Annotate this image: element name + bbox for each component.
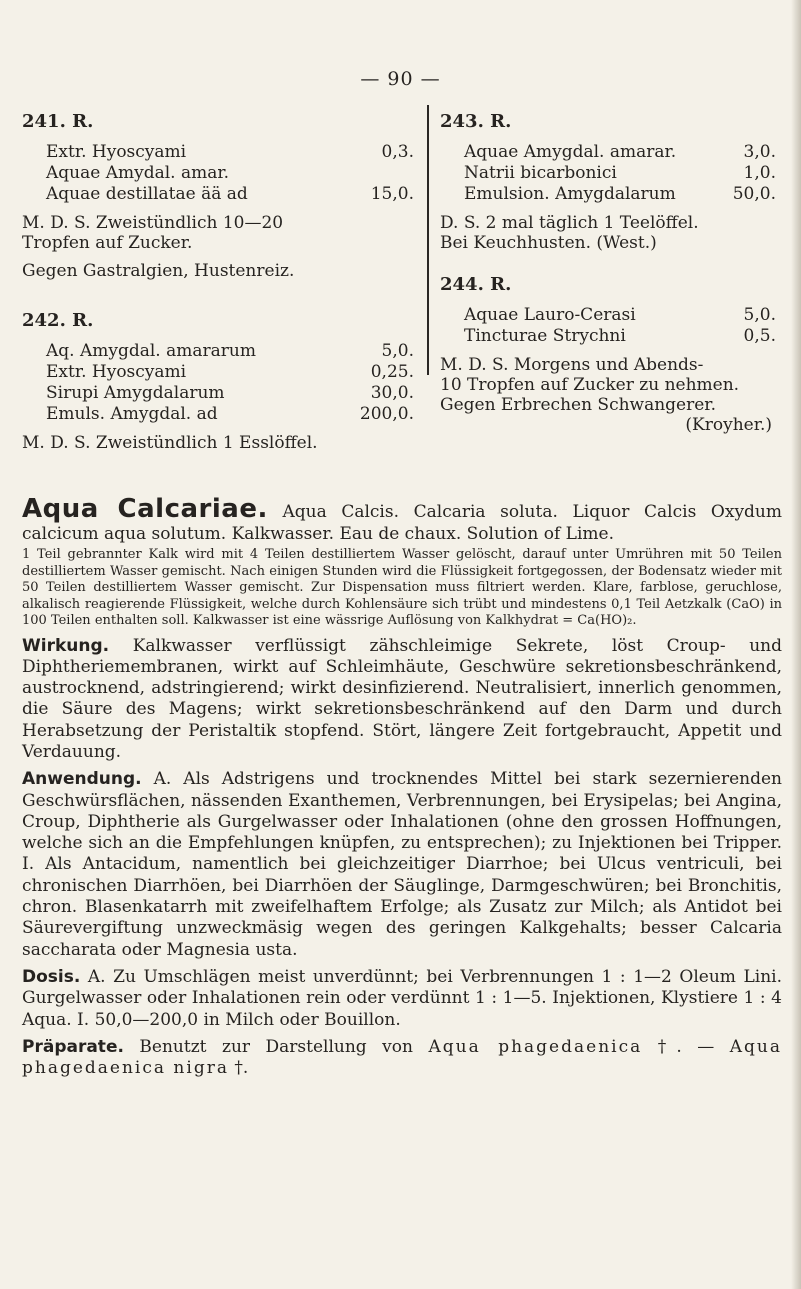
section-body: Kalkwasser verflüssigt zähschleimige Sekrete, löst Croup- und Diphtheriemembranen, wirkt auf Schleimhäute, Geschwüre sekretionsbeschränkend, austrocknend, adstringierend; wirkt desinfizierend. Neutralisiert, innerlich genommen, die Säure des Magens; wirkt sekretionsbeschränkend auf den Darm und durch Herabsetzung der Peristaltik stopfend. Stört, längere Zeit fortgebraucht, Appetit und Verdauung. [22, 635, 782, 762]
section-body: Benutzt zur Darstellung von [123, 1036, 429, 1057]
wirkung-section [22, 636, 782, 764]
page-number: — 90 — [360, 68, 441, 90]
ingredient: Aquae Lauro-Cerasi 5,0. [464, 305, 776, 325]
right-column [440, 110, 780, 435]
preparation-name: Aqua phagedaenica [428, 1036, 643, 1057]
section-body: A. Als Adstrigens und trocknendes Mittel bei stark sezernierenden Geschwürsflächen, nässenden Exanthemen, Verbrennungen, bei Erysipelas; bei Angina, Croup, Diphtherie als Gurgelwasser oder Inhalationen (ohne den grossen Hoffnungen, welche sich an die Empfehlungen knüpfen, zu entsprechen); zu Injektionen bei Tripper. I. Als Antacidum, namentlich bei gleichzeitiger Diarrhoe; bei Ulcus ventriculi, bei chronischen Diarrhöen, bei Diarrhöen der Säuglinge, Darmgeschwüren; bei Bronchitis, chron. Blasenkatarrh mit zweifelhaftem Erfolge; als Zusatz zur Milch; als Antidot bei Säurevergiftung unzweckmäsig wegen des geringen Kalkgehalts; besser Calcaria saccharata oder Magnesia usta. [22, 769, 782, 960]
dosis-section [22, 967, 782, 1031]
ingredient: Emuls. Amygdal. ad 200,0. [46, 404, 414, 424]
ingredient: Extr. Hyoscyami 0,25. [46, 362, 414, 382]
source-citation: (Kroyher.) [685, 415, 772, 435]
recipe-243 [440, 110, 780, 253]
recipe-241 [22, 110, 418, 281]
indication: Bei Keuchhusten. (West.) [440, 233, 657, 253]
praeparate-section: Präparate. Benutzt zur Darstellung von Aqua phagedaenica †. — Aqua phagedaenica nigra †. [22, 1036, 782, 1079]
ingredient: Sirupi Amygdalarum 30,0. [46, 383, 414, 403]
monograph-header [22, 494, 782, 545]
section-heading: Wirkung. [22, 635, 110, 656]
ingredient: Natrii bicarbonici 1,0. [464, 163, 776, 183]
monograph-title: Aqua Calcariae. [22, 494, 268, 524]
aqua-calcariae-monograph [22, 494, 782, 1079]
recipe-number: 242. R. [22, 310, 94, 331]
recipe-number: 243. R. [440, 111, 512, 132]
left-column [22, 110, 418, 453]
recipe-244 [440, 273, 780, 435]
signatura: D. S. 2 mal täglich 1 Teelöffel. [440, 213, 699, 233]
signatura: 10 Tropfen auf Zucker zu nehmen. [440, 375, 740, 395]
ingredient: Aquae Amygdal. amarar. 3,0. [464, 142, 776, 162]
recipe-number: 241. R. [22, 111, 94, 132]
indication: Gegen Gastralgien, Hustenreiz. [22, 261, 295, 281]
signatura: M. D. S. Zweistündlich 10—20 [22, 213, 284, 233]
section-body: A. Zu Umschlägen meist unverdünnt; bei Verbrennungen 1 : 1—2 Oleum Lini. Gurgelwasser oder Inhalationen rein oder verdünnt 1 : 1—5. Injektionen, Klystiere 1 : 4 Aqua. I. 50,0—200,0 in Milch oder Bouillon. [22, 966, 782, 1030]
section-heading: Anwendung. [22, 769, 142, 790]
page-edge-shadow [791, 0, 801, 1289]
recipe-242 [22, 309, 418, 453]
anwendung-section [22, 769, 782, 961]
ingredient: Aq. Amygdal. amararum 5,0. [46, 341, 414, 361]
ingredient: Extr. Hyoscyami 0,3. [46, 142, 414, 162]
signatura: Tropfen auf Zucker. [22, 233, 193, 253]
recipe-number: 244. R. [440, 274, 512, 295]
section-heading: Präparate. [22, 1036, 124, 1057]
ingredient: Aquae Amydal. amar. [46, 163, 230, 183]
column-divider [427, 105, 429, 375]
signatura: M. D. S. Zweistündlich 1 Esslöffel. [22, 433, 318, 453]
preparation-name: Aqua phagedaenica nigra [22, 1036, 782, 1079]
ingredient: Emulsion. Amygdalarum 50,0. [464, 184, 776, 204]
ingredient: Tincturae Strychni 0,5. [464, 326, 776, 346]
indication: Gegen Erbrechen Schwangerer. [440, 395, 716, 415]
preparation-text: 1 Teil gebrannter Kalk wird mit 4 Teilen destilliertem Wasser gelöscht, darauf unter Umrühren mit 50 Teilen destilliertem Wasser gemischt. Nach einigen Stunden wird die Flüssigkeit fortgegossen, der Bodensatz wieder mit 50 Teilen destilliertem Wasser gemischt. Zur Dispensation muss filtriert werden. Klare, farblose, geruchlose, alkalisch reagierende Flüssigkeit, welche durch Kohlensäure sich trübt und mindestens 0,1 Teil Aetzkalk (CaO) in 100 Teilen enthalten soll. Kalkwasser ist eine wässrige Auflösung von Kalkhydrat = Ca(HO)₂. [22, 547, 782, 628]
ingredient: Aquae destillatae ää ad 15,0. [46, 184, 414, 204]
section-heading: Dosis. [22, 966, 81, 987]
synonyms: Aqua Calcis. Calcaria soluta. Liquor Calcis Oxydum calcicum aqua solutum. Kalkwasser. Eau de chaux. Solution of Lime. [22, 502, 782, 544]
signatura: M. D. S. Morgens und Abends- [440, 355, 704, 375]
